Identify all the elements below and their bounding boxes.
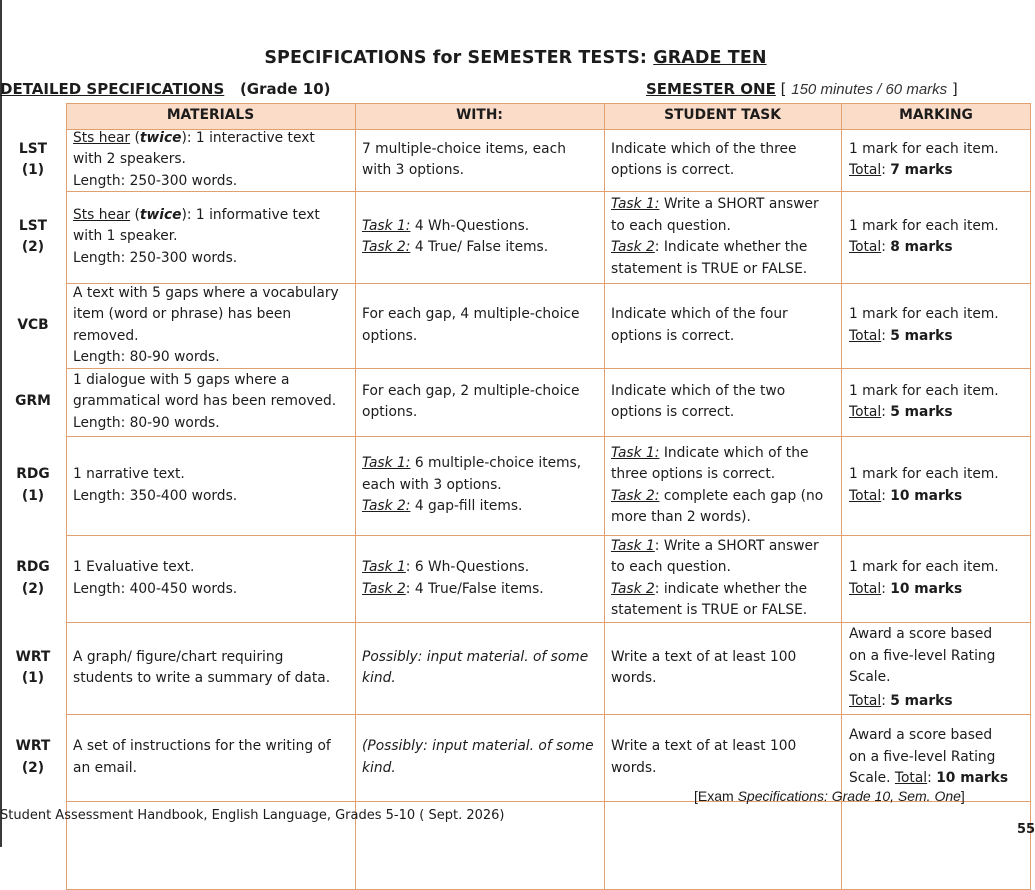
with-line: kind.: [362, 759, 396, 776]
materials-cell: [66, 714, 355, 801]
page-number: 55: [1017, 822, 1035, 837]
task-line: Indicate which of the four: [611, 306, 788, 322]
table-border-right: [1030, 103, 1031, 890]
materials-line: with 1 speaker.: [73, 228, 178, 245]
total-value: 8 marks: [890, 239, 953, 255]
text-segment: Task 2:: [611, 487, 660, 504]
marking-total: [849, 326, 1031, 348]
detailed-specifications-heading: [0, 80, 331, 98]
marking-scale: Scale.: [849, 770, 895, 787]
text-segment: complete each gap (no: [659, 487, 824, 504]
row-label-line: (2): [21, 580, 45, 597]
total-value: 7 marks: [890, 162, 953, 178]
row-label-text: [19, 216, 47, 259]
marking-text: 1 mark for each item.: [849, 140, 999, 157]
text-segment: : 4 True/False items.: [405, 580, 544, 597]
row-label-line: (1): [21, 162, 45, 178]
row-label-text: [16, 647, 51, 690]
with-cell: [355, 368, 604, 436]
with-cell: [355, 535, 604, 622]
task-line: words.: [611, 759, 657, 776]
task-line: to each question.: [611, 559, 731, 575]
materials-cell: [66, 283, 355, 368]
with-line: [362, 496, 604, 518]
marking-text: 1 mark for each item.: [849, 382, 999, 399]
task-line: [611, 536, 841, 558]
materials-cell: [66, 535, 355, 622]
task-cell: [604, 622, 841, 714]
row-label: [0, 535, 66, 622]
row-label: [0, 368, 66, 436]
row-label-line: WRT: [15, 738, 51, 754]
materials-line: Length: 350-400 words.: [73, 487, 238, 504]
marking-text: 1 mark for each item.: [849, 306, 999, 322]
task-line: [611, 579, 841, 601]
text-segment: twice: [139, 129, 182, 146]
with-line: options.: [362, 404, 418, 420]
row-divider: [66, 622, 1031, 623]
materials-cell: [66, 436, 355, 535]
total-label: Total: [849, 239, 882, 255]
materials-line: 1 narrative text.: [73, 466, 185, 482]
task-line: statement is TRUE or FALSE.: [611, 602, 808, 618]
total-value: 10 marks: [890, 487, 963, 504]
marking-cell: [841, 283, 1031, 368]
task-line: three options is correct.: [611, 466, 776, 482]
exam-specifications-note: [694, 788, 965, 804]
text-segment: Task 1:: [611, 196, 660, 212]
handbook-footer: Student Assessment Handbook, English Language, Grades 5-10 ( Sept. 2026): [0, 808, 505, 823]
row-label: [0, 714, 66, 801]
text-segment: : 6 Wh-Questions.: [405, 559, 530, 575]
semester-bracket-open: [: [780, 80, 792, 98]
row-divider: [66, 283, 1031, 284]
with-cell: [355, 129, 604, 191]
materials-line: Length: 80-90 words.: [73, 349, 220, 365]
task-line: Write a text of at least 100: [611, 648, 797, 665]
total-colon: :: [927, 770, 937, 787]
task-line: more than 2 words).: [611, 509, 751, 525]
task-cell: [604, 191, 841, 283]
with-cell: [355, 622, 604, 714]
materials-line: removed.: [73, 327, 139, 344]
total-value: 5 marks: [890, 692, 953, 709]
task-line: words.: [611, 670, 657, 686]
semester-heading: [646, 80, 958, 98]
marking-total: [849, 160, 1031, 182]
text-segment: (: [130, 206, 140, 223]
row-label: [0, 622, 66, 714]
task-line: [611, 237, 841, 259]
marking-total: [849, 486, 1031, 508]
row-divider: [66, 191, 1031, 192]
row-label-text: [16, 557, 49, 600]
marking-total: [849, 579, 1031, 601]
with-line: [362, 453, 604, 475]
text-segment: Write a SHORT answer: [659, 196, 819, 212]
column-divider: [66, 103, 67, 890]
with-line: options.: [362, 327, 418, 344]
marking-text: 1 mark for each item.: [849, 559, 999, 575]
row-label-line: RDG: [16, 559, 50, 575]
text-segment: Task 1:: [362, 455, 411, 472]
with-line: (Possibly: input material. of some: [362, 738, 594, 754]
table-border-top: [66, 103, 1031, 104]
row-label-line: (1): [21, 487, 45, 504]
with-cell: [355, 191, 604, 283]
task-line: to each question.: [611, 217, 731, 234]
text-segment: Sts hear: [73, 206, 131, 223]
header-marking-text: MARKING: [899, 107, 973, 124]
materials-line: Length: 250-300 words.: [73, 172, 238, 189]
with-line: [362, 557, 604, 579]
page-title: [0, 48, 1031, 68]
text-segment: Sts hear: [73, 129, 131, 146]
row-label-line: LST: [18, 217, 48, 234]
detailed-label: DETAILED SPECIFICATIONS: [0, 80, 225, 98]
task-line: statement is TRUE or FALSE.: [611, 260, 808, 277]
row-label-line: (2): [21, 239, 45, 255]
with-line: For each gap, 2 multiple-choice: [362, 382, 580, 399]
total-label: Total: [849, 487, 882, 504]
text-segment: : Indicate whether the: [654, 239, 808, 255]
column-divider: [841, 103, 842, 890]
materials-cell: [66, 191, 355, 283]
total-label: Total: [849, 162, 882, 178]
row-label: [0, 191, 66, 283]
text-segment: 4 gap-fill items.: [410, 498, 523, 515]
marking-cell: [841, 436, 1031, 535]
marking-text: Award a score based: [849, 626, 993, 642]
marking-text: on a five-level Rating: [849, 647, 996, 664]
marking-text: 1 mark for each item.: [849, 466, 999, 482]
text-segment: 4 Wh-Questions.: [410, 217, 530, 234]
text-segment: Task 2: [611, 239, 655, 255]
text-segment: Task 2: [362, 580, 406, 597]
marking-total: [849, 691, 1031, 713]
with-cell: [355, 714, 604, 801]
text-segment: : indicate whether the: [654, 580, 808, 597]
row-label-line: GRM: [15, 393, 51, 410]
marking-cell: [841, 368, 1031, 436]
task-line: [611, 443, 841, 465]
marking-text: Scale.: [849, 669, 891, 685]
marking-text: on a five-level Rating: [849, 748, 996, 765]
materials-line: A set of instructions for the writing of: [73, 738, 331, 754]
total-label: Total: [894, 770, 928, 787]
materials-line: 1 dialogue with 5 gaps where a: [73, 371, 290, 388]
total-colon: :: [881, 239, 891, 255]
header-task-text: STUDENT TASK: [664, 107, 781, 124]
footer-note-open: [Exam: [694, 788, 738, 804]
row-label-line: RDG: [16, 466, 50, 482]
task-line: [611, 194, 841, 216]
row-label: [0, 283, 66, 368]
with-cell: [355, 436, 604, 535]
task-cell: [604, 129, 841, 191]
text-segment: 6 multiple-choice items,: [410, 455, 582, 472]
text-segment: (: [130, 129, 140, 146]
materials-line: students to write a summary of data.: [73, 670, 331, 686]
materials-line: with 2 speakers.: [73, 151, 186, 168]
header-marking: [841, 103, 1031, 129]
marking-cell: [841, 535, 1031, 622]
row-divider: [66, 436, 1031, 437]
semester-label: SEMESTER ONE: [646, 80, 776, 98]
total-label: Total: [849, 692, 882, 709]
marking-total: [849, 768, 1031, 790]
row-label-line: WRT: [15, 648, 51, 665]
header-divider: [66, 129, 1031, 130]
materials-cell: [66, 368, 355, 436]
marking-cell: [841, 622, 1031, 714]
total-value: 5 marks: [890, 327, 953, 344]
total-colon: :: [881, 162, 891, 178]
text-segment: twice: [139, 206, 182, 223]
text-segment: ): 1 interactive text: [181, 129, 315, 146]
task-cell: [604, 436, 841, 535]
row-label: [0, 436, 66, 535]
materials-line: an email.: [73, 759, 138, 776]
header-with-text: WITH:: [456, 107, 503, 124]
row-label-text: [17, 315, 48, 337]
text-segment: 4 True/ False items.: [410, 239, 549, 255]
row-label: [0, 129, 66, 191]
text-segment: Task 1:: [362, 217, 411, 234]
with-line: For each gap, 4 multiple-choice: [362, 306, 580, 322]
text-segment: ): 1 informative text: [181, 206, 320, 223]
row-label-text: [16, 736, 51, 779]
total-value: 10 marks: [890, 580, 963, 597]
with-line: [362, 237, 604, 259]
materials-cell: [66, 129, 355, 191]
total-colon: :: [881, 327, 891, 344]
materials-line: [73, 128, 355, 150]
total-value: 5 marks: [890, 404, 953, 420]
text-segment: Task 2: [611, 580, 655, 597]
task-line: options is correct.: [611, 404, 735, 420]
task-line: options is correct.: [611, 162, 735, 178]
row-divider: [66, 368, 1031, 369]
total-label: Total: [849, 327, 882, 344]
row-label-text: [16, 464, 49, 507]
materials-line: Length: 80-90 words.: [73, 414, 220, 431]
task-cell: [604, 368, 841, 436]
task-line: [611, 486, 841, 508]
semester-bracket-close: ]: [947, 80, 958, 98]
total-colon: :: [881, 580, 891, 597]
task-line: Indicate which of the three: [611, 140, 797, 157]
materials-line: Length: 400-450 words.: [73, 580, 238, 597]
with-line: [362, 216, 604, 238]
marking-cell: [841, 129, 1031, 191]
materials-cell: [66, 622, 355, 714]
materials-line: A text with 5 gaps where a vocabulary: [73, 284, 339, 301]
row-label-line: VCB: [17, 316, 49, 333]
with-line: with 3 options.: [362, 162, 465, 178]
task-line: options is correct.: [611, 327, 735, 344]
materials-line: Length: 250-300 words.: [73, 249, 238, 266]
total-label: Total: [849, 580, 882, 597]
header-materials-text: MATERIALS: [166, 107, 255, 124]
text-segment: Task 2:: [362, 239, 411, 255]
header-student-task: [604, 103, 841, 129]
marking-total: [849, 402, 1031, 424]
row-label-text: [19, 139, 47, 182]
row-divider: [66, 714, 1031, 715]
marking-text: Award a score based: [849, 727, 993, 744]
task-line: Write a text of at least 100: [611, 738, 797, 754]
with-line: Possibly: input material. of some: [362, 648, 589, 665]
total-value: 10 marks: [936, 770, 1009, 787]
task-line: Indicate which of the two: [611, 382, 786, 399]
total-colon: :: [881, 404, 891, 420]
row-label-line: LST: [18, 140, 48, 157]
footer-note-italic: Specifications: Grade 10, Sem. One: [737, 788, 961, 804]
grade-label: (Grade 10): [239, 80, 331, 98]
header-with: [355, 103, 604, 129]
title-text: SPECIFICATIONS for SEMESTER TESTS:: [264, 48, 654, 68]
footer-note-close: ]: [960, 788, 965, 804]
text-segment: Task 1:: [611, 444, 660, 461]
row-label-line: (2): [21, 759, 45, 776]
total-colon: :: [881, 487, 891, 504]
materials-line: A graph/ figure/chart requiring: [73, 648, 284, 665]
row-divider: [66, 535, 1031, 536]
task-cell: [604, 535, 841, 622]
semester-info: 150 minutes / 60 marks: [791, 81, 948, 98]
materials-line: [73, 205, 355, 227]
with-cell: [355, 283, 604, 368]
text-segment: : Write a SHORT answer: [654, 537, 819, 554]
total-label: Total: [849, 404, 882, 420]
row-label-text: [15, 391, 51, 413]
text-segment: Task 1: [362, 559, 406, 575]
marking-text: 1 mark for each item.: [849, 217, 999, 234]
with-line: kind.: [362, 670, 396, 686]
text-segment: Task 1: [611, 537, 655, 554]
row-label-line: (1): [21, 670, 45, 686]
column-divider: [355, 103, 356, 890]
text-segment: Task 2:: [362, 498, 411, 515]
task-cell: [604, 283, 841, 368]
marking-cell: [841, 191, 1031, 283]
with-line: [362, 579, 604, 601]
materials-line: grammatical word has been removed.: [73, 393, 337, 410]
with-line: 7 multiple-choice items, each: [362, 140, 566, 157]
text-segment: Indicate which of the: [659, 444, 809, 461]
title-grade: GRADE TEN: [653, 48, 767, 68]
marking-total: [849, 237, 1031, 259]
total-colon: :: [881, 692, 891, 709]
header-materials: [66, 103, 355, 129]
column-divider: [604, 103, 605, 890]
materials-line: item (word or phrase) has been: [73, 306, 292, 322]
materials-line: 1 Evaluative text.: [73, 559, 195, 575]
with-line: each with 3 options.: [362, 476, 502, 493]
